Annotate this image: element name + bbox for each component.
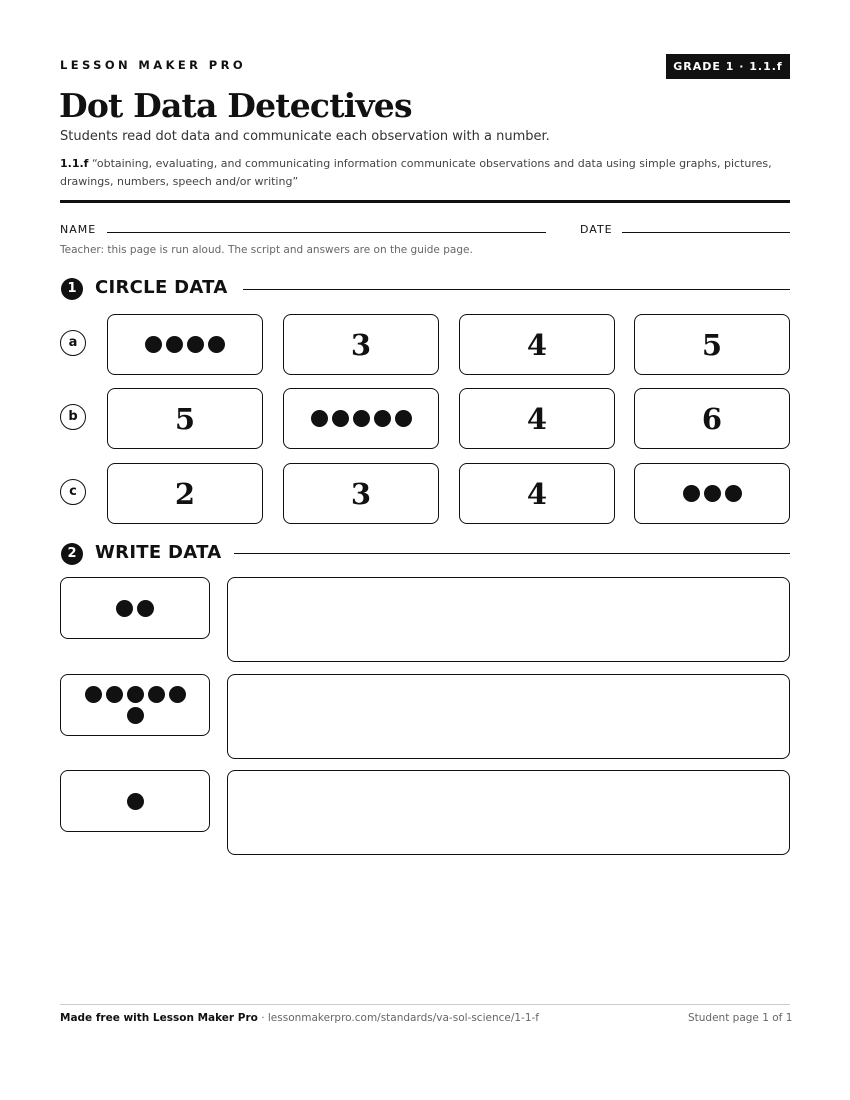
standard-code: 1.1.f <box>60 157 89 170</box>
dot <box>127 686 144 703</box>
dot <box>332 410 349 427</box>
dot <box>127 793 144 810</box>
dot <box>374 410 391 427</box>
choice-number: 4 <box>526 401 548 436</box>
footer-divider <box>60 1004 790 1005</box>
grade-badge: GRADE 1 · 1.1.f <box>666 54 790 79</box>
choice-number: 5 <box>701 327 723 362</box>
choice-card[interactable] <box>634 314 790 375</box>
choice-card[interactable] <box>459 463 615 524</box>
choice-number: 6 <box>701 401 723 436</box>
dot <box>116 600 133 617</box>
choice-number: 5 <box>174 401 196 436</box>
dot <box>106 686 123 703</box>
section-1-rule <box>243 289 790 290</box>
name-label: NAME <box>60 223 97 236</box>
choice-number: 3 <box>350 327 372 362</box>
dot-group <box>116 600 154 617</box>
footer-url[interactable]: · lessonmakerpro.com/standards/va-sol-science/1-1-f <box>257 1012 540 1024</box>
answer-box[interactable] <box>227 770 790 855</box>
choice-number: 2 <box>174 476 196 511</box>
name-field[interactable] <box>107 232 546 233</box>
choice-number: 4 <box>526 476 548 511</box>
footer-made-with: Made free with Lesson Maker Pro <box>60 1012 258 1024</box>
dot <box>395 410 412 427</box>
choice-card[interactable] <box>634 463 790 524</box>
choice-card[interactable] <box>107 314 263 375</box>
section-1-title: CIRCLE DATA <box>95 277 228 298</box>
standard-description <box>60 155 780 190</box>
dot <box>311 410 328 427</box>
dot-group <box>85 686 186 724</box>
dot <box>208 336 225 353</box>
choice-card[interactable] <box>283 388 439 449</box>
page-subtitle: Students read dot data and communicate each observation with a number. <box>60 129 550 144</box>
choice-number: 3 <box>350 476 372 511</box>
date-label: DATE <box>580 223 613 236</box>
choice-card[interactable] <box>459 388 615 449</box>
dot <box>137 600 154 617</box>
dot <box>148 686 165 703</box>
section-1-number: 1 <box>61 278 83 300</box>
row-letter-c: c <box>60 479 86 505</box>
date-field[interactable] <box>622 232 790 233</box>
brand-name: LESSON MAKER PRO <box>60 58 247 72</box>
dot <box>127 707 144 724</box>
dot <box>353 410 370 427</box>
choice-card[interactable] <box>107 388 263 449</box>
choice-card[interactable] <box>107 463 263 524</box>
row-letter-b: b <box>60 404 86 430</box>
dot-group <box>311 410 412 427</box>
dot <box>704 485 721 502</box>
teacher-note: Teacher: this page is run aloud. The script and answers are on the guide page. <box>60 244 473 256</box>
dot <box>85 686 102 703</box>
dot <box>169 686 186 703</box>
dot <box>725 485 742 502</box>
choice-number: 4 <box>526 327 548 362</box>
answer-box[interactable] <box>227 674 790 759</box>
choice-card[interactable] <box>283 314 439 375</box>
standard-text: “obtaining, evaluating, and communicating information communicate observations and data using simple graphs, pictures, drawings, numbers, speech and/or writing” <box>60 157 772 188</box>
dot <box>166 336 183 353</box>
dot <box>145 336 162 353</box>
choice-card[interactable] <box>634 388 790 449</box>
dot-card <box>60 674 210 736</box>
section-2-number: 2 <box>61 543 83 565</box>
page-title: Dot Data Detectives <box>59 86 412 125</box>
dot-group <box>683 485 742 502</box>
dot-card <box>60 577 210 639</box>
choice-card[interactable] <box>283 463 439 524</box>
footer-page-number: Student page 1 of 1 <box>688 1012 793 1024</box>
choice-card[interactable] <box>459 314 615 375</box>
dot <box>683 485 700 502</box>
row-letter-a: a <box>60 330 86 356</box>
header-divider <box>60 200 790 203</box>
dot <box>187 336 204 353</box>
section-2-rule <box>234 553 790 554</box>
footer-credit <box>60 1012 539 1024</box>
dot-card <box>60 770 210 832</box>
dot-group <box>127 793 144 810</box>
dot-group <box>145 336 225 353</box>
answer-box[interactable] <box>227 577 790 662</box>
section-2-title: WRITE DATA <box>95 542 222 563</box>
